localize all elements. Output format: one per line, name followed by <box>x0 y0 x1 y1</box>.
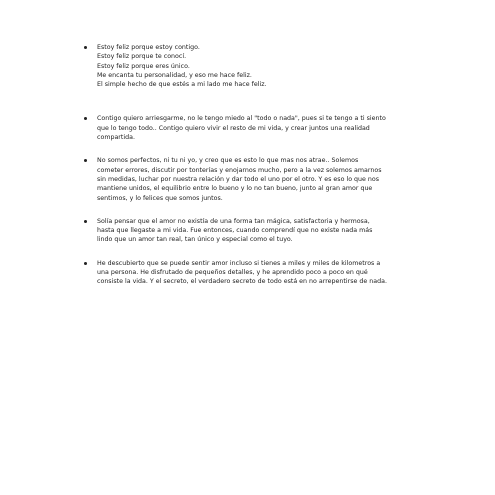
bullet-icon <box>84 117 87 120</box>
list-item <box>84 217 436 245</box>
bullet-icon <box>84 159 87 162</box>
paragraph-line: compartida. <box>97 134 135 142</box>
bullet-list <box>84 43 436 287</box>
paragraph-line: El simple hecho de que estés a mi lado me hace feliz. <box>97 81 267 89</box>
paragraph-line: lindo que un amor tan real, tan único y especial como el tuyo. <box>97 236 293 244</box>
list-item <box>84 259 436 287</box>
list-item <box>84 114 436 142</box>
list-item <box>84 43 436 89</box>
paragraph-line: mantiene unidos, el equilibrio entre lo bueno y lo no tan bueno, junto al gran amor que <box>97 185 373 193</box>
list-item <box>84 156 436 202</box>
bullet-icon <box>84 262 87 265</box>
paragraph-line: Solía pensar que el amor no existía de una forma tan mágica, satisfactoria y hermosa, <box>97 217 370 225</box>
paragraph-line: Estoy feliz porque estoy contigo. <box>97 44 200 51</box>
paragraph-line: Estoy feliz porque te conocí. <box>97 53 187 61</box>
paragraph-line: Estoy feliz porque eres único. <box>97 62 190 70</box>
paragraph-line: sin medidas, luchar por nuestra relación y dar todo el uno por el otro. Y es eso lo que nos <box>97 175 380 183</box>
paragraph-line: Contigo quiero arriesgarme, no le tengo miedo al "todo o nada", pues si te tengo a ti siento <box>97 115 386 123</box>
paragraph-line: consiste la vida. Y el secreto, el verdadero secreto de todo está en no arrepentirse de nada. <box>97 278 387 286</box>
paragraph-line: Me encanta tu personalidad, y eso me hace feliz. <box>97 71 252 79</box>
bullet-icon <box>84 46 87 49</box>
paragraph-line: He descubierto que se puede sentir amor incluso si tienes a miles y miles de kilometros a <box>97 259 381 267</box>
paragraph-line: hasta que llegaste a mi vida. Fue entonces, cuando comprendí que no existe nada más <box>97 227 373 235</box>
bullet-icon <box>84 220 87 223</box>
paragraph-line: cometer errores, discutir por tonterías y enojarnos mucho, pero a la vez solemos amarnos <box>97 166 382 174</box>
paragraph-line: una persona. He disfrutado de pequeños detalles, y he aprendido poco a poco en qué <box>97 269 368 277</box>
paragraph-line: que lo tengo todo.. Contigo quiero vivir el resto de mi vida, y crear juntos una realidad <box>97 124 370 132</box>
paragraph-line: sentimos, y lo felices que somos juntos. <box>97 194 223 202</box>
paragraph-line: No somos perfectos, ni tu ni yo, y creo que es esto lo que mas nos atrae.. Solemos <box>97 157 359 165</box>
